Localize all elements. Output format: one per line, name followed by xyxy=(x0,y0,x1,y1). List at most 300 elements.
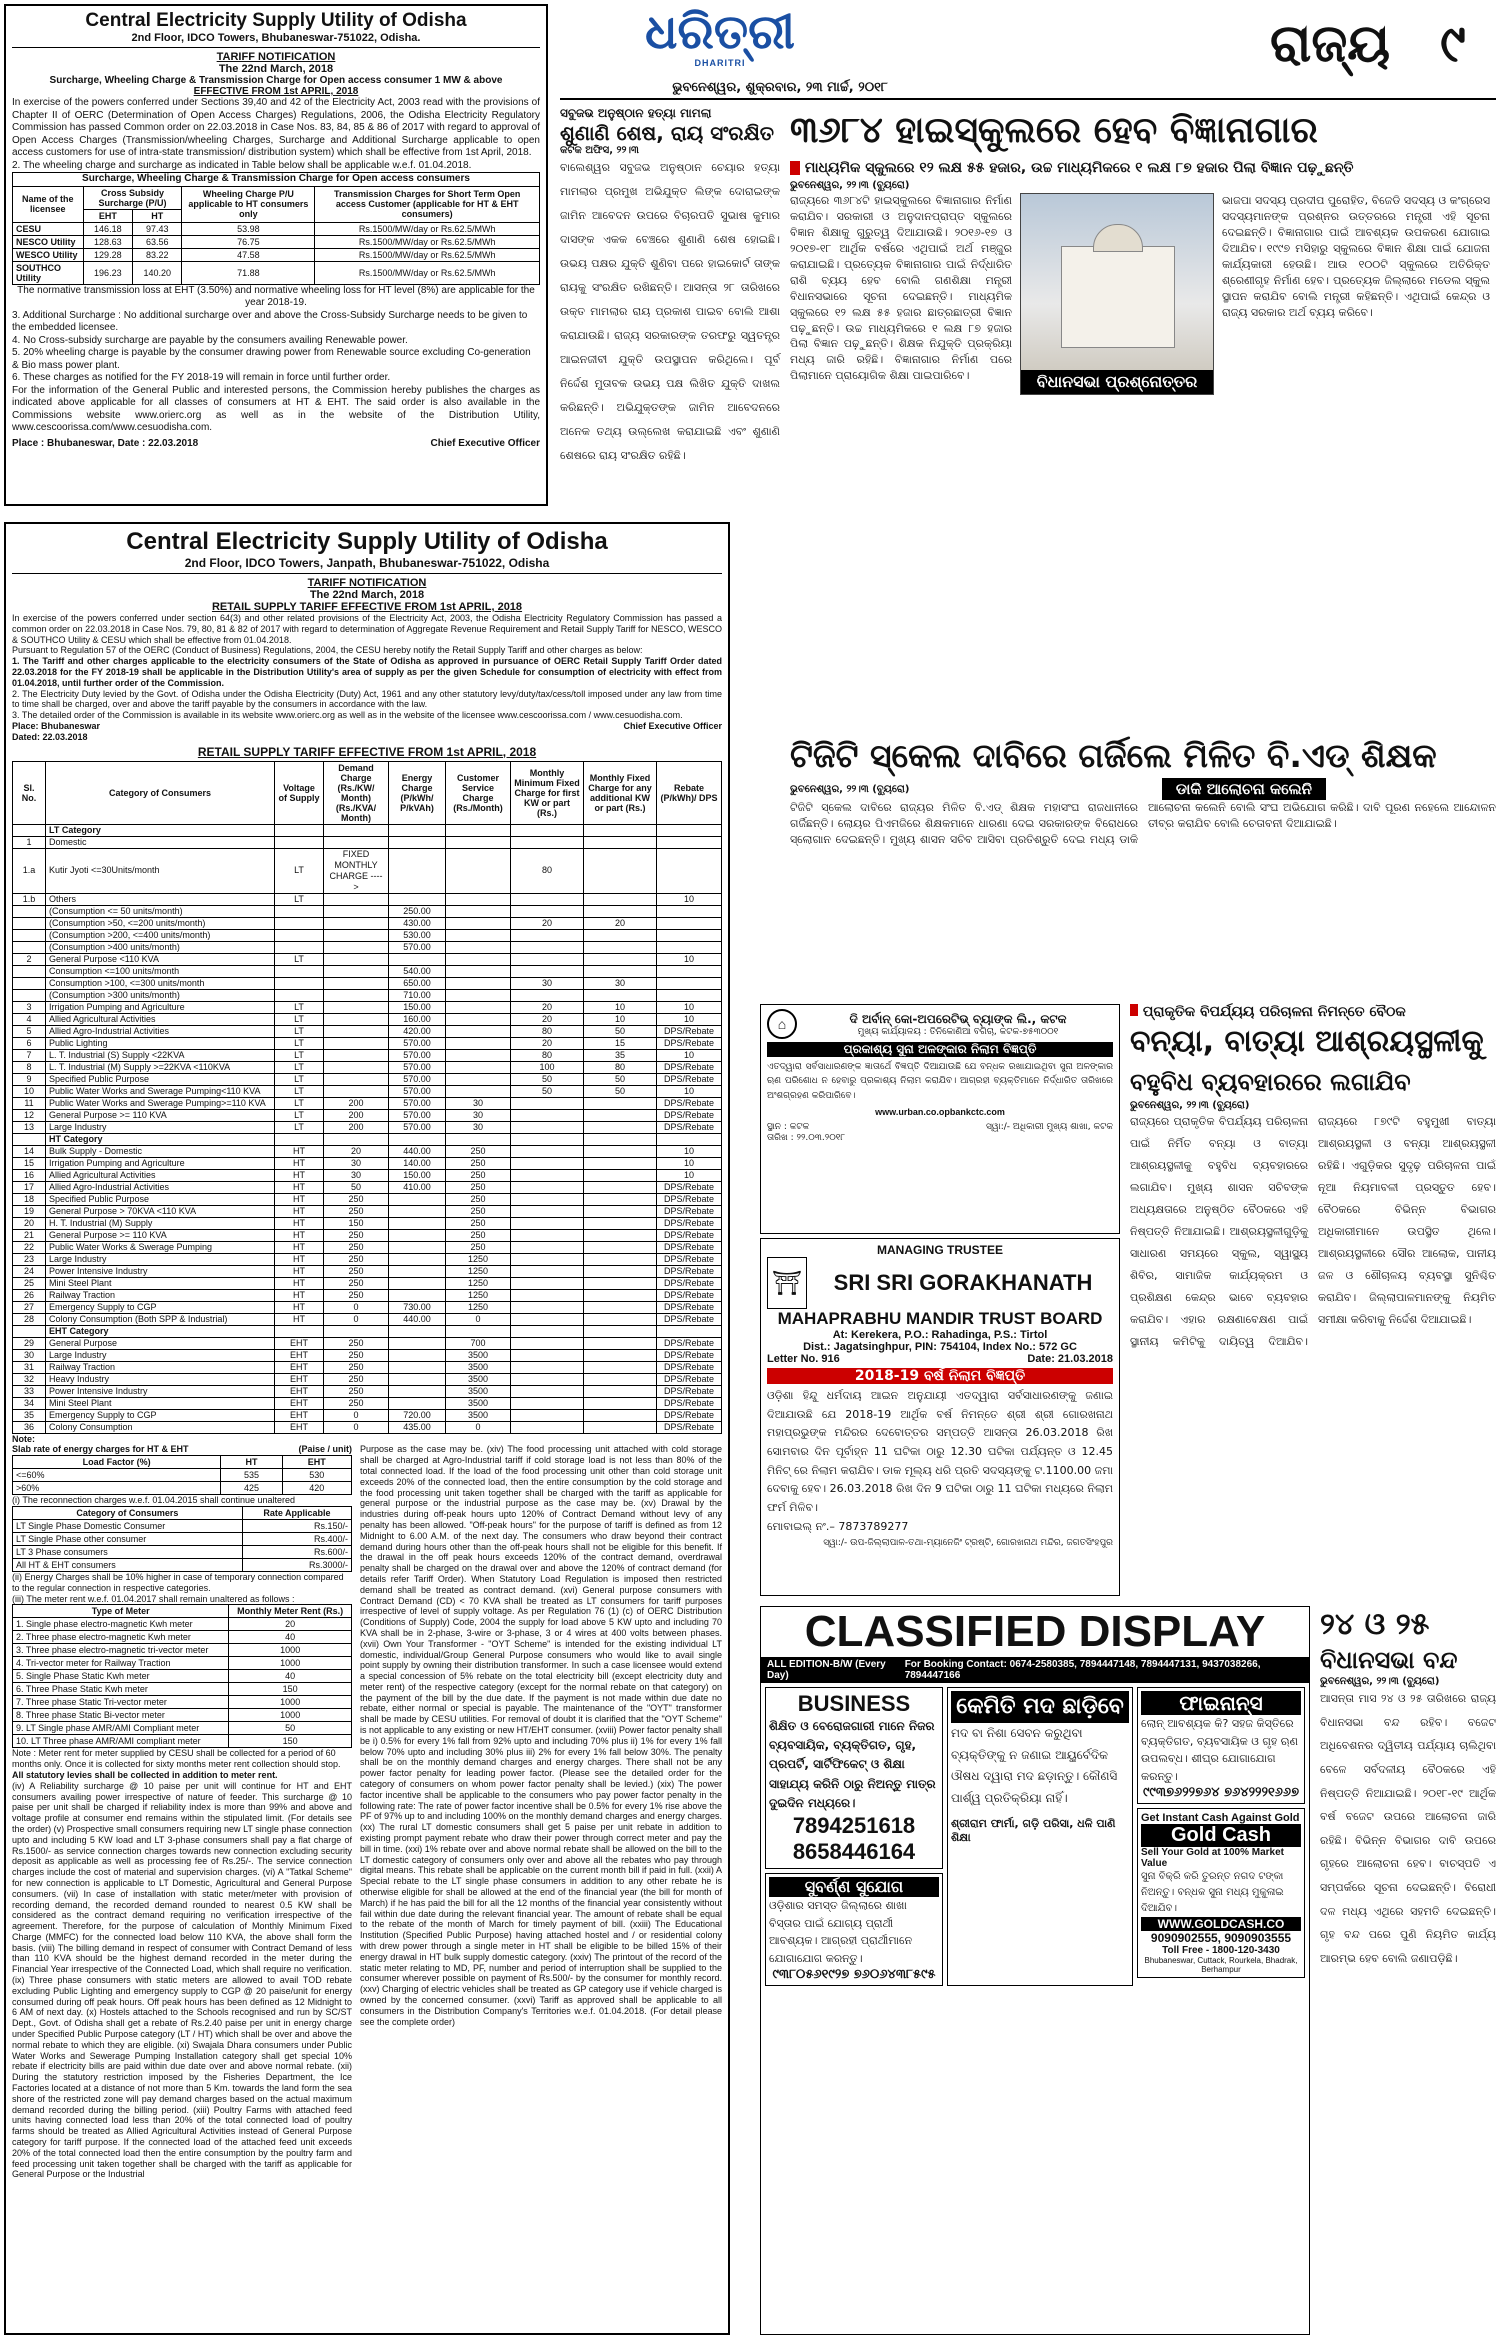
sl-cell: 17 xyxy=(13,1181,46,1193)
story4-headline1: ବନ୍ୟା, ବାତ୍ୟା ଆଶ୍ରୟସ୍ଥଳୀକୁ xyxy=(1130,1024,1484,1059)
min-fixed-cell xyxy=(511,1349,584,1361)
voltage-cell: EHT xyxy=(275,1349,324,1361)
demand-cell: 250 xyxy=(324,1349,389,1361)
voltage-cell: LT xyxy=(275,1073,324,1085)
energy-cell xyxy=(389,1265,446,1277)
page-number: ୯ xyxy=(1440,14,1466,74)
service-cell: 250 xyxy=(446,1193,511,1205)
ad-business xyxy=(765,1687,943,1869)
table-row xyxy=(13,1205,722,1217)
voltage-cell: HT xyxy=(275,1157,324,1169)
category-cell: Consumption >100, <=300 units/month xyxy=(46,977,275,989)
service-cell: 250 xyxy=(446,1205,511,1217)
notice1-note6: 6. These charges as notified for the FY 2018-19 will remain in force until further order. xyxy=(12,372,391,383)
min-fixed-cell: 50 xyxy=(511,1085,584,1097)
mad-body: ମଦ ବା ନିଶା ସେବନ କରୁଥିବା ବ୍ୟକ୍ତିଙ୍କୁ ନ ଜଣାଇ ଆୟୁର୍ବେଦିକ ଔଷଧ ଦ୍ୱାରା ମଦ ଛଡ଼ାନ୍ତୁ। କୌଣସି ପାର୍ଶ୍ୱ ପ୍ରତିକ୍ରିୟା ନାହିଁ। xyxy=(951,1726,1118,1805)
add-fixed-cell xyxy=(584,1289,657,1301)
service-cell xyxy=(446,1061,511,1073)
min-fixed-cell xyxy=(511,1373,584,1385)
min-fixed-cell xyxy=(511,1217,584,1229)
demand-cell xyxy=(324,1061,389,1073)
category-cell: Irrigation Pumping and Agriculture xyxy=(46,1157,275,1169)
notice2-dated: Dated: 22.03.2018 xyxy=(12,731,88,742)
notice2-para3: 1. The Tariff and other charges applicable to the electricity consumers of the State of Odisha as approved in pursuance of OERC Retail Supply Tariff Order dated 22.03.2018 for the FY 2018-19 shall be applicable in the Distribution Utility's area of supply as per the given Schedule for consumption of electricity with effect from 01.04.2018, until further order of the Commission. xyxy=(12,656,722,688)
voltage-cell xyxy=(275,989,324,1001)
energy-cell xyxy=(389,1133,446,1145)
assembly-photo xyxy=(1020,193,1214,395)
demand-cell: 50 xyxy=(324,1181,389,1193)
sl-cell: 1 xyxy=(13,836,46,848)
table-row xyxy=(13,1157,722,1169)
voltage-cell xyxy=(275,965,324,977)
rebate-cell: 10 xyxy=(657,1157,722,1169)
service-cell: 3500 xyxy=(446,1397,511,1409)
sl-cell: 19 xyxy=(13,1205,46,1217)
category-cell: L. T. Industrial (S) Supply <22KVA xyxy=(46,1049,275,1061)
service-cell xyxy=(446,1049,511,1061)
energy-cell: 250.00 xyxy=(389,905,446,917)
add-fixed-cell xyxy=(584,1397,657,1409)
demand-cell: 250 xyxy=(324,1265,389,1277)
voltage-cell: HT xyxy=(275,1217,324,1229)
wheeling-cell: 76.75 xyxy=(182,235,315,248)
demand-cell: 250 xyxy=(324,1229,389,1241)
energy-cell xyxy=(389,836,446,848)
table-row xyxy=(13,1301,722,1313)
trust-phone: ମୋବାଇଲ୍ ନଂ.– 7873789277 xyxy=(767,1519,909,1533)
min-fixed-cell xyxy=(511,929,584,941)
add-fixed-cell: 20 xyxy=(584,917,657,929)
table-row xyxy=(13,1469,352,1482)
add-fixed-cell xyxy=(584,1253,657,1265)
gold-top: Get Instant Cash Against Gold xyxy=(1141,1812,1300,1825)
story5-headline2: ବିଧାନସଭା ବନ୍ଦ xyxy=(1320,1646,1458,1674)
add-fixed-cell: 10 xyxy=(584,1001,657,1013)
min-fixed-cell xyxy=(511,1193,584,1205)
rebate-cell: DPS/Rebate xyxy=(657,1109,722,1121)
demand-cell: 0 xyxy=(324,1301,389,1313)
voltage-cell: LT xyxy=(275,1037,324,1049)
category-cell: Colony Consumption (Both SPP & Industrial) xyxy=(46,1313,275,1325)
col-sl: Sl. No. xyxy=(13,761,46,824)
demand-cell: 150 xyxy=(324,1217,389,1229)
sl-cell: 25 xyxy=(13,1277,46,1289)
sl-cell: 16 xyxy=(13,1169,46,1181)
business-title: BUSINESS xyxy=(797,1691,911,1716)
category-cell: Power Intensive Industry xyxy=(46,1385,275,1397)
service-cell: 250 xyxy=(446,1169,511,1181)
table-row xyxy=(13,1361,722,1373)
story5-body: ଆସନ୍ତା ମାସ ୨୪ ଓ ୨୫ ତାରିଖରେ ରାଜ୍ୟ ବିଧାନସଭା ବନ୍ଦ ରହିବ। ବଜେଟ ଅଧିବେଶନର ଦ୍ୱିତୀୟ ପର୍ଯ୍ୟାୟ ଚାଲିଥିବା ବେଳେ ସର୍ବଦଳୀୟ ବୈଠକରେ ଏହି ନିଷ୍ପତ୍ତି ନିଆଯାଇଛି। ୨୦୧୮-୧୯ ଆର୍ଥିକ ବର୍ଷ ବଜେଟ ଉପରେ ଆଲୋଚନା ଜାରି ରହିଛି। ବିଭିନ୍ନ ବିଭାଗର ଦାବି ଉପରେ ଗୃହରେ ଆଲୋଚନା ହେବ। ବାଚସ୍ପତି ଏ ସମ୍ପର୍କରେ ସୂଚନା ଦେଇଛନ୍ତି। ବିରୋଧୀ ଦଳ ମଧ୍ୟ ଏଥିରେ ସହମତି ଦେଇଛନ୍ତି। ଗୃହ ବନ୍ଦ ପରେ ପୁଣି ନିୟମିତ କାର୍ଯ୍ୟ ଆରମ୍ଭ ହେବ ବୋଲି ଜଣାପଡ଼ିଛି। xyxy=(1320,1692,1496,1966)
category-cell: (Consumption <= 50 units/month) xyxy=(46,905,275,917)
sl-cell: 30 xyxy=(13,1349,46,1361)
meter-cell: 1000 xyxy=(229,1709,352,1722)
service-cell: 250 xyxy=(446,1217,511,1229)
service-cell: 1250 xyxy=(446,1277,511,1289)
rebate-cell xyxy=(657,836,722,848)
slab-cell: <=60% xyxy=(13,1469,221,1482)
notice1-loss: The normative transmission loss at EHT (3.50%) and normative wheeling loss for HT level (8%) are applicable for the year 2018-19. xyxy=(17,284,535,308)
table-row xyxy=(13,824,722,836)
reconnect-cell: All HT & EHT consumers xyxy=(13,1558,243,1571)
col-wheeling: Wheeling Charge P/U applicable to HT consumers only xyxy=(182,186,315,222)
add-fixed-cell: 35 xyxy=(584,1049,657,1061)
table-row xyxy=(13,1121,722,1133)
min-fixed-cell xyxy=(511,1313,584,1325)
category-cell: Mini Steel Plant xyxy=(46,1277,275,1289)
rebate-cell xyxy=(657,977,722,989)
eht-cell: 129.28 xyxy=(83,248,132,261)
voltage-cell: EHT xyxy=(275,1373,324,1385)
meter-rent-table xyxy=(12,1604,352,1748)
table-row xyxy=(13,1670,352,1683)
trust-body: ଓଡ଼ିଶା ହିନ୍ଦୁ ଧର୍ମଦାୟ ଆଇନ ଅନୁଯାୟୀ ଏତଦ୍ୱାରା ସର୍ବସାଧାରଣଙ୍କୁ ଜଣାଇ ଦିଆଯାଉଛି ଯେ 2018-19 ଆର୍ଥିକ ବର୍ଷ ନିମନ୍ତେ ଶ୍ରୀ ଶ୍ରୀ ଗୋରଖନାଥ ମହାପ୍ରଭୁଙ୍କ ମନ୍ଦିରର ଦେବୋତ୍ତର ସମ୍ପତ୍ତି ଆସନ୍ତା 26.03.2018 ରିଖ ସୋମବାର ଦିନ ପୂର୍ବାହ୍ନ 11 ଘଟିକା ଠାରୁ 12.30 ଘଟିକା ପର୍ଯ୍ୟନ୍ତ ଓ 12.45 ମିନିଟ୍ ରେ ନିଲାମ କରାଯିବ। ଡାକ ମୂଲ୍ୟ ଧରି ପ୍ରତି ସଦସ୍ୟଙ୍କୁ ଟ.1100.00 ଜମା ଦେବାକୁ ହେବ। 26.03.2018 ରିଖ ଦିନ 9 ଘଟିକା ଠାରୁ 11 ଘଟିକା ମଧ୍ୟରେ ନିଲାମ ଫର୍ମ ମିଳିବ। xyxy=(767,1389,1113,1515)
open-access-table xyxy=(12,186,540,285)
min-fixed-cell xyxy=(511,1157,584,1169)
demand-cell: 0 xyxy=(324,1409,389,1421)
story-assembly-closed xyxy=(1320,1606,1496,2335)
add-fixed-cell xyxy=(584,1301,657,1313)
mad-contact: ଶ୍ରୀରାମ ଫାର୍ମା, ଗଡ଼ି ପରିସା, ଧଳି ପାଣି ଶିକ୍ଷା xyxy=(951,1817,1116,1845)
rebate-cell xyxy=(657,848,722,893)
min-fixed-cell xyxy=(511,965,584,977)
demand-cell xyxy=(324,1325,389,1337)
category-cell: Others xyxy=(46,893,275,905)
table-row xyxy=(13,1013,722,1025)
sl-cell: 34 xyxy=(13,1397,46,1409)
service-cell xyxy=(446,905,511,917)
min-fixed-cell xyxy=(511,953,584,965)
demand-cell: 250 xyxy=(324,1193,389,1205)
demand-cell xyxy=(324,824,389,836)
category-cell: H. T. Industrial (M) Supply xyxy=(46,1217,275,1229)
category-cell: Irrigation Pumping and Agriculture xyxy=(46,1001,275,1013)
energy-cell: 720.00 xyxy=(389,1409,446,1421)
min-fixed-cell xyxy=(511,941,584,953)
energy-cell: 150.00 xyxy=(389,1169,446,1181)
notice1-org: Central Electricity Supply Utility of Odisha xyxy=(85,10,467,31)
notice1-subject: Surcharge, Wheeling Charge & Transmission Charge for Open access consumer 1 MW & above xyxy=(49,75,503,86)
rebate-cell xyxy=(657,929,722,941)
voltage-cell: LT xyxy=(275,1097,324,1109)
add-fixed-cell xyxy=(584,1325,657,1337)
min-fixed-cell: 100 xyxy=(511,1061,584,1073)
demand-cell: 250 xyxy=(324,1337,389,1349)
category-cell: Kutir Jyoti <=30Units/month xyxy=(46,848,275,893)
rebate-cell: DPS/Rebate xyxy=(657,1373,722,1385)
notice2-date: The 22nd March, 2018 xyxy=(309,589,425,601)
min-fixed-cell: 80 xyxy=(511,848,584,893)
rebate-cell: DPS/Rebate xyxy=(657,1025,722,1037)
category-cell: Allied Agro-Industrial Activities xyxy=(46,1025,275,1037)
service-cell xyxy=(446,1073,511,1085)
energy-cell: 530.00 xyxy=(389,929,446,941)
energy-cell xyxy=(389,1217,446,1229)
energy-cell: 570.00 xyxy=(389,1121,446,1133)
category-cell: General Purpose >= 110 KVA xyxy=(46,1229,275,1241)
service-cell: 1250 xyxy=(446,1289,511,1301)
energy-cell xyxy=(389,893,446,905)
category-cell: General Purpose xyxy=(46,1337,275,1349)
voltage-cell: LT xyxy=(275,893,324,905)
min-fixed-cell xyxy=(511,1265,584,1277)
rebate-cell: DPS/Rebate xyxy=(657,1349,722,1361)
table-row xyxy=(13,989,722,1001)
slab-col-eht: EHT xyxy=(282,1456,351,1469)
category-cell: Mini Steel Plant xyxy=(46,1397,275,1409)
demand-cell xyxy=(324,989,389,1001)
rebate-cell: DPS/Rebate xyxy=(657,1193,722,1205)
table-row xyxy=(13,1373,722,1385)
note-levies: All statutory levies shall be collected in addition to meter rent. xyxy=(12,1769,278,1780)
sl-cell: 22 xyxy=(13,1241,46,1253)
story5-dateline: ଭୁବନେଶ୍ୱର, ୨୨।୩ (ବ୍ୟୁରୋ) xyxy=(1320,1676,1440,1687)
rebate-cell: DPS/Rebate xyxy=(657,1397,722,1409)
min-fixed-cell xyxy=(511,1253,584,1265)
table-row xyxy=(13,917,722,929)
sl-cell: 11 xyxy=(13,1097,46,1109)
category-cell: Large Industry xyxy=(46,1121,275,1133)
business-body: ଶିକ୍ଷିତ ଓ ବେରୋଜଗାରୀ ମାନେ ନିଜର ବ୍ୟବସାୟିକ, ବ୍ୟକ୍ତିଗତ, ଗୃହ, ପ୍ରପର୍ଟି, ସାର୍ଟିଫିକେଟ୍ ଓ ଶିକ୍ଷା ସାହାଯ୍ୟ କରିନି ଠାରୁ ନିଅନ୍ତୁ ମାତ୍ର ଦୁଇଦିନ ମଧ୍ୟରେ। xyxy=(769,1719,936,1810)
meter-col-rent: Monthly Meter Rent (Rs.) xyxy=(229,1605,352,1618)
service-cell: 0 xyxy=(446,1313,511,1325)
energy-cell: 570.00 xyxy=(389,1049,446,1061)
demand-cell xyxy=(324,953,389,965)
add-fixed-cell xyxy=(584,1337,657,1349)
transmission-cell: Rs.1500/MW/day or Rs.62.5/MWh xyxy=(315,261,540,284)
add-fixed-cell xyxy=(584,905,657,917)
category-cell: General Purpose <110 KVA xyxy=(46,953,275,965)
reconnect-cell: LT Single Phase other consumer xyxy=(13,1532,243,1545)
min-fixed-cell: 20 xyxy=(511,1001,584,1013)
energy-cell xyxy=(389,1337,446,1349)
energy-cell: 570.00 xyxy=(389,1097,446,1109)
meter-cell: 1000 xyxy=(229,1644,352,1657)
rebate-cell: DPS/Rebate xyxy=(657,1409,722,1421)
energy-cell xyxy=(389,1193,446,1205)
trust-date: Date: 21.03.2018 xyxy=(1027,1353,1113,1365)
demand-cell xyxy=(324,1037,389,1049)
min-fixed-cell: 80 xyxy=(511,1025,584,1037)
min-fixed-cell xyxy=(511,1097,584,1109)
voltage-cell: HT xyxy=(275,1313,324,1325)
notice2-para4: 2. The Electricity Duty levied by the Govt. of Odisha under the Odisha Electricity (Duty) Act, 1961 and any other statutory levy/duty/tax/cess/toll imposed under any law from time to time shall be charged, over and above the tariff payable by the consumers in accordance with the law. xyxy=(12,688,722,710)
add-fixed-cell xyxy=(584,1277,657,1289)
add-fixed-cell xyxy=(584,848,657,893)
table-row xyxy=(13,235,540,248)
min-fixed-cell xyxy=(511,1121,584,1133)
retail-tariff-notice xyxy=(4,522,730,2335)
category-cell: Power Intensive Industry xyxy=(46,1265,275,1277)
table-row xyxy=(13,1337,722,1349)
service-cell xyxy=(446,917,511,929)
service-cell: 250 xyxy=(446,1229,511,1241)
add-fixed-cell xyxy=(584,1157,657,1169)
voltage-cell: HT xyxy=(275,1205,324,1217)
service-cell xyxy=(446,965,511,977)
classified-booking: For Booking Contact: 0674-2580385, 7894447148, 7894447131, 9437038266, 7894447166 xyxy=(904,1659,1261,1681)
meter-cell: 4. Tri-vector meter for Railway Traction xyxy=(13,1657,229,1670)
table-row xyxy=(13,1073,722,1085)
bank-auction-ad xyxy=(760,1004,1120,1234)
table-row xyxy=(13,941,722,953)
sl-cell: 33 xyxy=(13,1385,46,1397)
category-cell: (Consumption >50, <=200 units/month) xyxy=(46,917,275,929)
right-notes: Purpose as the case may be. (xiv) The food processing unit attached with cold storage shall be charged at Agro-Industrial tariff if cold storage load is not less than 80% of the total connected load. If the load of the food processing unit other than cold storage unit exceeds 20% of the connected load, then the entire consumption by the cold storage and the food processing unit taken together shall be charged with the tariff as applicable for general purpose or the industrial purpose as the case may be. (xv) Drawal by the industries during off-peak hours upto 120% of Contract Demand without levy of any penalty has been allowed. "Off-peak hours" for the purpose of tariff is defined as from 12 Midnight to 6.00 A.M. of the next day. The consumers who draw beyond their contract demand during hours other than the off-peak hours shall not be eligible for this benefit. If the drawal in the off peak hours exceeds 120% of the contract demand, overdrawal penalty shall be charged on the drawal over and above the 120% of contract demand (for details refer Tariff Order). When Statutory Load Regulation is imposed then restricted demand shall be treated as contract demand. (xvi) General purpose consumers with Contract Demand (CD) < 70 KVA shall be treated as LT consumers for tariff purposes irrespective of level of supply voltage. As per Regulation 76 (1) (c) of OERC Distribution (Conditions of Supply) Code, 2004 the supply for load above 5 KW upto and including 70 KVA shall be in 2-phase, 3-wire or 3-phase, 3 or 4 wires at 400 volts between phases. (xvii) Own Your Transformer - "OYT Scheme" is intended for the existing individual LT domestic, individual/Group General Purpose consumers who would like to avail single point supply by owning their distribution transformer. In such a case licensee would extend a special concession of 5% rebate on the total electricity bill (except electricity duty and meter rent) of the respective category (except for the normal rebate on that category) on the payment of the bill by the due date. If the payment is not made within due date no rebate, either normal or special is payable. The maintenance of the "OYT" transformer shall be made by CESU utilities. For removal of doubt it is clarified that the "OYT Scheme" is not applicable to any existing or new HT/EHT consumer. (xviii) Power factor penalty shall be i) 0.5% for every 1% fall from 92% upto and including 70% plus ii) 1% for every 1% fall below 70% upto and including 30% plus iii) 2% for every 1% fall below 30%. The penalty shall be on the monthly demand charges and energy charges. There shall not be any power factor penalty for leading power factor. (Please see the detailed order for the category of consumers on whom power factor penalty shall be levied.) (xix) The power factor incentive shall be applicable to the consumers who pay power factor penalty in the following rate: The rate of power factor incentive shall be 0.5% for every 1% rise above the PF of 97% up to and including 100% on the monthly demand charges and energy charges. (xx) The rural LT domestic consumers shall get 5 paise per unit rebate in addition to existing prompt payment rebate who draw their power through correct meter and pay the bill in time. (xxi) 1% rebate over and above normal rebate shall be allowed on the bill to the LT domestic category of consumers only over and above all the rebates who pay through digital means. This rebate shall be applicable on the current month bill if paid in full. (xxii) A Special rebate to the LT single phase consumers in addition to any other rebate he is otherwise eligible for shall be allowed at the end of the financial year (the bill for month of March) if he has paid the bill for all the 12 months of the financial year consistently without fail within due date during the relevant financial year. The amount of rebate shall be equal to the rebate of the month of March for timely payment of bill. (xxiii) The Educational Institution (Specified Public Purpose) having attached hostel and / or residential colony with drew power through a single meter in HT shall be eligible to be billed 15% of their energy drawal in HT bulk supply domestic category. (xxiv) The printout of the record of the static meter relating to MD, PF, number and period of interruption shall be supplied to the consumer wherever possible on payment of Rs.500/- by the consumer for monthly record. (xxv) Charging of electric vehicles shall be treated as GP category use if vehicle charged is owned by the concerned consumer. (xxvi) Tariff as approved shall be applicable to all consumers in the Distribution Company's Territories w.e.f. 01.04.2018. (For detail please see the complete order) xyxy=(360,1444,722,2027)
table-row xyxy=(13,1229,722,1241)
demand-cell: 250 xyxy=(324,1241,389,1253)
wheeling-cell: 47.58 xyxy=(182,248,315,261)
meter-cell: 9. LT Single phase AMR/AMI Compliant meter xyxy=(13,1722,229,1735)
sl-cell: 3 xyxy=(13,1001,46,1013)
category-cell: Public Water Works & Swerage Pumping xyxy=(46,1241,275,1253)
trust-addr2: Dist.: Jagatsinghpur, PIN: 754104, Index No.: 572 GC xyxy=(803,1341,1077,1353)
meter-cell: 7. Three phase Static Tri-vector meter xyxy=(13,1696,229,1709)
min-fixed-cell xyxy=(511,1301,584,1313)
masthead-logo xyxy=(600,6,840,76)
table-row xyxy=(13,261,540,284)
rebate-cell: DPS/Rebate xyxy=(657,1313,722,1325)
voltage-cell: EHT xyxy=(275,1409,324,1421)
service-cell: 0 xyxy=(446,1421,511,1433)
add-fixed-cell xyxy=(584,1121,657,1133)
add-fixed-cell xyxy=(584,1229,657,1241)
add-fixed-cell xyxy=(584,1313,657,1325)
rebate-cell: 10 xyxy=(657,1001,722,1013)
col-voltage: Voltage of Supply xyxy=(275,761,324,824)
open-access-notice xyxy=(4,4,548,506)
table-row xyxy=(13,977,722,989)
min-fixed-cell xyxy=(511,1385,584,1397)
service-cell xyxy=(446,836,511,848)
demand-cell: 30 xyxy=(324,1157,389,1169)
voltage-cell: EHT xyxy=(275,1397,324,1409)
energy-cell xyxy=(389,1289,446,1301)
notice2-kind: TARIFF NOTIFICATION xyxy=(307,577,427,589)
demand-cell xyxy=(324,929,389,941)
subcol-ht: HT xyxy=(133,209,182,222)
rebate-cell: 10 xyxy=(657,953,722,965)
meter-cell: 1000 xyxy=(229,1696,352,1709)
energy-cell xyxy=(389,953,446,965)
gold-body: ସୁନା ବିକ୍ରି କରି ତୁରନ୍ତ ନଗଦ ଟଙ୍କା ନିଅନ୍ତୁ। ବନ୍ଧକ ସୁନା ମଧ୍ୟ ମୁକୁଳାଇ ଦିଆଯିବ। xyxy=(1141,1871,1284,1915)
service-cell xyxy=(446,1013,511,1025)
energy-cell xyxy=(389,1325,446,1337)
energy-cell: 730.00 xyxy=(389,1301,446,1313)
category-cell: Large Industry xyxy=(46,1349,275,1361)
notice1-para2: 2. The wheeling charge and surcharge as indicated in Table below shall be applicable w.e.f. 01.04.2018. xyxy=(12,159,472,171)
rebate-cell: DPS/Rebate xyxy=(657,1217,722,1229)
logo-odia: ଧରିତ୍ରୀ xyxy=(645,4,795,60)
story4-headline2: ବହୁବିଧ ବ୍ୟବହାରରେ ଲଗାଯିବ xyxy=(1130,1068,1411,1096)
add-fixed-cell xyxy=(584,1169,657,1181)
service-cell xyxy=(446,1037,511,1049)
energy-cell: 570.00 xyxy=(389,1109,446,1121)
notice1-note7: For the information of the General Public and interested persons, the Commission hereby publishes the charges as indicated above applicable for all classes of consumers at HT & EHT. The said order is also available in the Commissions website www.orierc.org as well as in the website of the Distribution Utility, www.cescoorissa.com/www.cesuodisha.com. xyxy=(12,384,540,433)
sl-cell: 35 xyxy=(13,1409,46,1421)
energy-cell: 160.00 xyxy=(389,1013,446,1025)
min-fixed-cell xyxy=(511,1325,584,1337)
red-bullet-icon xyxy=(1130,1004,1138,1016)
story-teachers xyxy=(790,734,1496,996)
min-fixed-cell xyxy=(511,1229,584,1241)
category-cell: (Consumption >400 units/month) xyxy=(46,941,275,953)
rebate-cell: DPS/Rebate xyxy=(657,1037,722,1049)
energy-cell: 140.00 xyxy=(389,1157,446,1169)
voltage-cell xyxy=(275,1133,324,1145)
rebate-cell xyxy=(657,941,722,953)
demand-cell: 200 xyxy=(324,1121,389,1133)
story4-body: ରାଜ୍ୟରେ ପ୍ରାକୃତିକ ବିପର୍ଯ୍ୟୟ ପରିଚାଳନା ପାଇଁ ନିର୍ମିତ ବନ୍ୟା ଓ ବାତ୍ୟା ଆଶ୍ରୟସ୍ଥଳୀକୁ ବହୁବିଧ ବ୍ୟବହାରରେ ଲଗାଯିବ। ମୁଖ୍ୟ ଶାସନ ସଚିବଙ୍କ ଅଧ୍ୟକ୍ଷତାରେ ଅନୁଷ୍ଠିତ ବୈଠକରେ ଏହି ନିଷ୍ପତ୍ତି ନିଆଯାଇଛି। ଆଶ୍ରୟସ୍ଥଳୀଗୁଡ଼ିକୁ ସାଧାରଣ ସମୟରେ ସ୍କୁଲ, ସ୍ୱାସ୍ଥ୍ୟ ଶିବିର, ସାମାଜିକ କାର୍ଯ୍ୟକ୍ରମ ଓ ପ୍ରଶିକ୍ଷଣ କେନ୍ଦ୍ର ଭାବେ ବ୍ୟବହାର କରାଯିବ। ଏହାର ରକ୍ଷଣାବେକ୍ଷଣ ପାଇଁ ସ୍ଥାନୀୟ କମିଟିକୁ ଦାୟିତ୍ୱ ଦିଆଯିବ। ରାଜ୍ୟରେ ୮୭୯ଟି ବହୁମୁଖୀ ବାତ୍ୟା ଆଶ୍ରୟସ୍ଥଳୀ ଓ ବନ୍ୟା ଆଶ୍ରୟସ୍ଥଳୀ ରହିଛି। ଏଗୁଡ଼ିକର ସୁଦୃଢ଼ ପରିଚାଳନା ପାଇଁ ନୂଆ ନିୟମାବଳୀ ପ୍ରସ୍ତୁତ ହେବ। ବୈଠକରେ ବିଭିନ୍ନ ବିଭାଗର ଅଧିକାରୀମାନେ ଉପସ୍ଥିତ ଥିଲେ। ଆଶ୍ରୟସ୍ଥଳୀରେ ସୌର ଆଲୋକ, ପାନୀୟ ଜଳ ଓ ଶୌଚାଳୟ ବ୍ୟବସ୍ଥା ସୁନିଶ୍ଚିତ କରାଯିବ। ଜିଲ୍ଲାପାଳମାନଙ୍କୁ ନିୟମିତ ସମୀକ୍ଷା କରିବାକୁ ନିର୍ଦ୍ଦେଶ ଦିଆଯାଇଛି। xyxy=(1130,1115,1496,1348)
ht-cell: 97.43 xyxy=(133,222,182,235)
sl-cell: 6 xyxy=(13,1037,46,1049)
voltage-cell: HT xyxy=(275,1193,324,1205)
red-bullet-icon xyxy=(790,161,800,175)
sl-cell xyxy=(13,977,46,989)
trust-addr1: At: Kerekera, P.O.: Rahadinga, P.S.: Tirtol xyxy=(832,1329,1048,1341)
sl-cell: 5 xyxy=(13,1025,46,1037)
energy-cell: 570.00 xyxy=(389,1073,446,1085)
rebate-cell: DPS/Rebate xyxy=(657,1337,722,1349)
service-cell: 30 xyxy=(446,1109,511,1121)
add-fixed-cell xyxy=(584,1421,657,1433)
sl-cell: 1.b xyxy=(13,893,46,905)
service-cell xyxy=(446,1001,511,1013)
energy-cell xyxy=(389,1241,446,1253)
col-energy: Energy Charge (P/kWh/ P/kVAh) xyxy=(389,761,446,824)
story5-headline1: ୨୪ ଓ ୨୫ xyxy=(1320,1607,1430,1642)
service-cell xyxy=(446,1133,511,1145)
voltage-cell: HT xyxy=(275,1181,324,1193)
service-cell: 3500 xyxy=(446,1385,511,1397)
notice2-para2: Pursuant to Regulation 57 of the OERC (Conduct of Business) Regulations, 2004, the CESU hereby notify the Retail Supply Tariff and other charges as below: xyxy=(12,645,643,656)
bank-ad-title: ପ୍ରକାଶ୍ୟ ସୁନା ଅଳଙ୍କାର ନିଲାମ ବିଜ୍ଞପ୍ତି xyxy=(767,1042,1113,1057)
table-row xyxy=(13,1277,722,1289)
trust-sign: ସ୍ୱା:/- ଉପ-ଜିଲ୍ଲାପାଳ-ତଥା-ମ୍ୟାନେଜିଂ ଟ୍ରଷ୍ଟି, ଗୋରଖନାଥ ମନ୍ଦିର, ଜଗତସିଂହପୁର xyxy=(823,1537,1113,1548)
demand-cell xyxy=(324,1133,389,1145)
licensee-cell: SOUTHCO Utility xyxy=(13,261,84,284)
reconnect-cell: LT 3 Phase consumers xyxy=(13,1545,243,1558)
eht-cell: 196.23 xyxy=(83,261,132,284)
energy-cell: 435.00 xyxy=(389,1421,446,1433)
classified-edition: ALL EDITION-B/W (Every Day) xyxy=(767,1659,886,1681)
photo-caption: ବିଧାନସଭା ପ୍ରଶ୍ନୋତ୍ତର xyxy=(1021,370,1213,394)
add-fixed-cell: 50 xyxy=(584,1085,657,1097)
notice2-place: Place: Bhubaneswar xyxy=(12,720,101,731)
licensee-cell: CESU xyxy=(13,222,84,235)
category-cell: Colony Consumption xyxy=(46,1421,275,1433)
table-row xyxy=(13,1169,722,1181)
category-cell: Emergency Supply to CGP xyxy=(46,1409,275,1421)
table-row xyxy=(13,1049,722,1061)
rebate-cell: DPS/Rebate xyxy=(657,1181,722,1193)
notice2-table-title: RETAIL SUPPLY TARIFF EFFECTIVE FROM 1st APRIL, 2018 xyxy=(197,744,537,759)
voltage-cell xyxy=(275,824,324,836)
fin-phone: ୯୯୩୭୬୨୨୭୬୪ ୭୬୪୨୨୨୧୬୬୭ xyxy=(1142,1785,1300,1801)
section-name: ରାଜ୍ୟ xyxy=(1270,14,1391,74)
add-fixed-cell xyxy=(584,1109,657,1121)
table-row xyxy=(13,1265,722,1277)
bank-sign: ସ୍ୱା:/- ଅଧିକାରୀ ମୁଖ୍ୟ ଶାଖା, କଟକ xyxy=(986,1121,1113,1132)
energy-cell xyxy=(389,1397,446,1409)
demand-cell xyxy=(324,1085,389,1097)
table-row xyxy=(13,1037,722,1049)
meter-cell: 1000 xyxy=(229,1657,352,1670)
min-fixed-cell xyxy=(511,1277,584,1289)
category-cell: Allied Agricultural Activities xyxy=(46,1013,275,1025)
trust-letter: Letter No. 916 xyxy=(767,1353,840,1365)
table-row xyxy=(13,1482,352,1495)
